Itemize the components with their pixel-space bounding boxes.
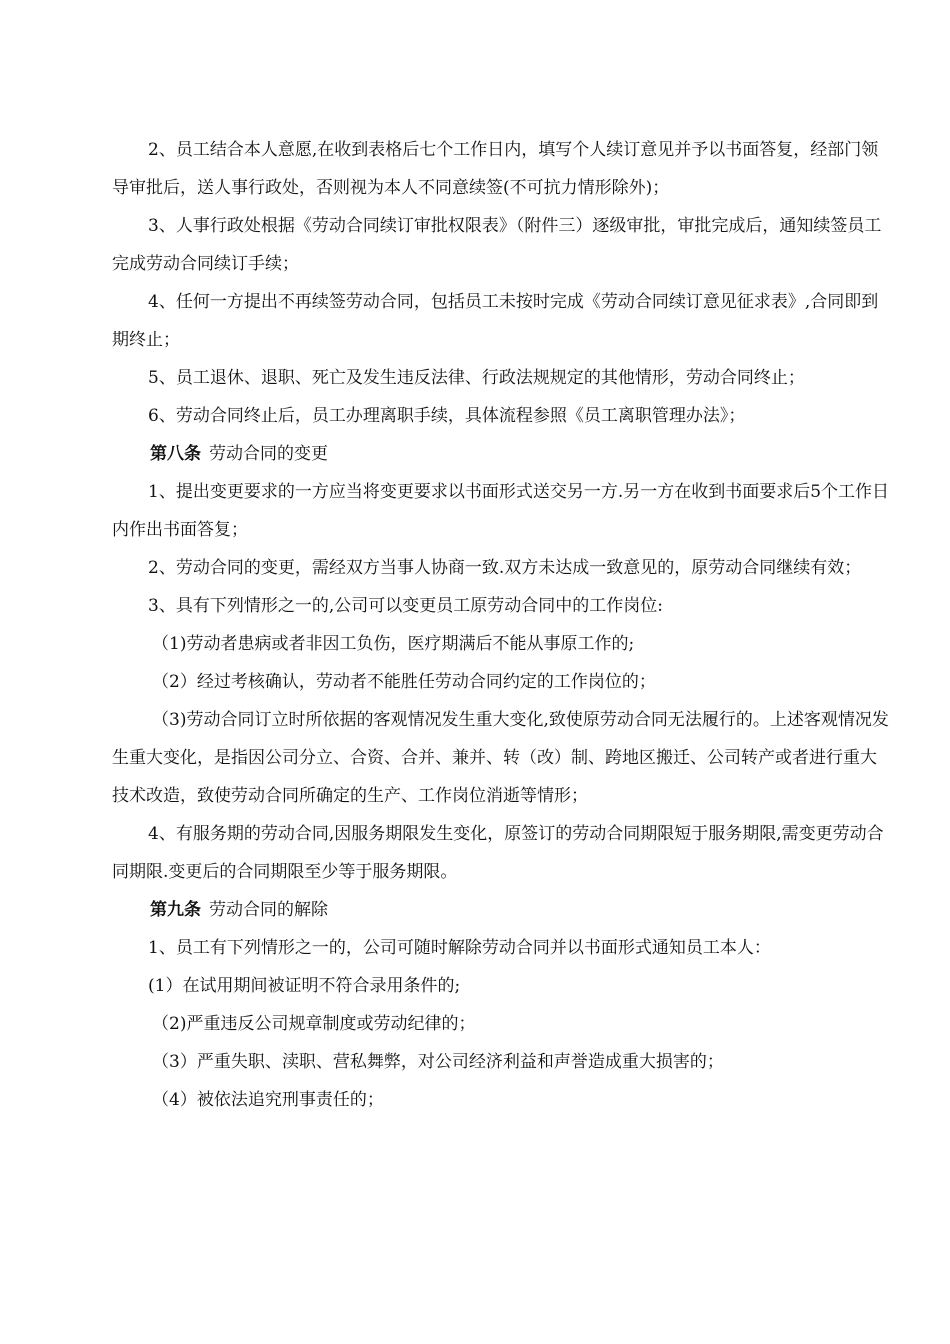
list-item-probation: (1）在试用期间被证明不符合录用条件的; bbox=[148, 976, 461, 996]
paragraph-change-position: 3、具有下列情形之一的,公司可以变更员工原劳动合同中的工作岗位: bbox=[148, 596, 663, 616]
article-9-number: 第九条 bbox=[150, 900, 201, 920]
paragraph-no-renewal: 4、任何一方提出不再续签劳动合同，包括员工未按时完成《劳动合同续订意见征求表》,合同即到期终止； bbox=[112, 292, 879, 350]
list-item-illness: （1)劳动者患病或者非因工负伤，医疗期满后不能从事原工作的; bbox=[152, 634, 635, 654]
article-8-title: 劳动合同的变更 bbox=[209, 444, 328, 464]
article-9-title: 劳动合同的解除 bbox=[209, 900, 328, 920]
paragraph-change-request: 1、提出变更要求的一方应当将变更要求以书面形式送交另一方.另一方在收到书面要求后5个工作日内作出书面答复； bbox=[112, 482, 890, 540]
paragraph-service-period: 4、有服务期的劳动合同,因服务期限发生变化，原签订的劳动合同期限短于服务期限,需变更劳动合同期限.变更后的合同期限至少等于服务期限。 bbox=[112, 824, 884, 882]
paragraph-change-consent: 2、劳动合同的变更，需经双方当事人协商一致.双方未达成一致意见的，原劳动合同继续有效； bbox=[148, 558, 862, 578]
paragraph-renewal-reply: 2、员工结合本人意愿,在收到表格后七个工作日内，填写个人续订意见并予以书面答复，经部门领导审批后，送人事行政处，否则视为本人不同意续签(不可抗力情形除外)； bbox=[112, 140, 879, 198]
paragraph-resignation-procedure: 6、劳动合同终止后，员工办理离职手续，具体流程参照《员工离职管理办法》； bbox=[148, 406, 746, 426]
paragraph-dismissal-cases: 1、员工有下列情形之一的，公司可随时解除劳动合同并以书面形式通知员工本人： bbox=[148, 938, 771, 958]
article-8-number: 第八条 bbox=[150, 444, 201, 464]
list-item-rule-violation: （2)严重违反公司规章制度或劳动纪律的； bbox=[152, 1014, 476, 1034]
paragraph-termination-cases: 5、员工退休、退职、死亡及发生违反法律、行政法规规定的其他情形，劳动合同终止； bbox=[148, 368, 805, 388]
list-item-misconduct: （3）严重失职、渎职、营私舞弊，对公司经济利益和声誉造成重大损害的； bbox=[152, 1052, 724, 1072]
section-heading-article-8 bbox=[112, 435, 892, 473]
list-item-circumstance-change: （3)劳动合同订立时所依据的客观情况发生重大变化,致使原劳动合同无法履行的。上述客观情况发生重大变化，是指因公司分立、合资、合并、兼并、转（改）制、跨地区搬迁、公司转产或者进行重大技术改造，致使劳动合同所确定的生产、工作岗位消逝等情形； bbox=[112, 710, 889, 806]
document-body bbox=[112, 131, 892, 1119]
section-heading-article-9 bbox=[112, 891, 892, 929]
list-item-criminal-liability: （4）被依法追究刑事责任的； bbox=[152, 1090, 384, 1110]
paragraph-renewal-approval: 3、人事行政处根据《劳动合同续订审批权限表》（附件三）逐级审批，审批完成后，通知续签员工完成劳动合同续订手续； bbox=[112, 216, 882, 274]
list-item-incompetence: （2）经过考核确认，劳动者不能胜任劳动合同约定的工作岗位的； bbox=[152, 672, 656, 692]
